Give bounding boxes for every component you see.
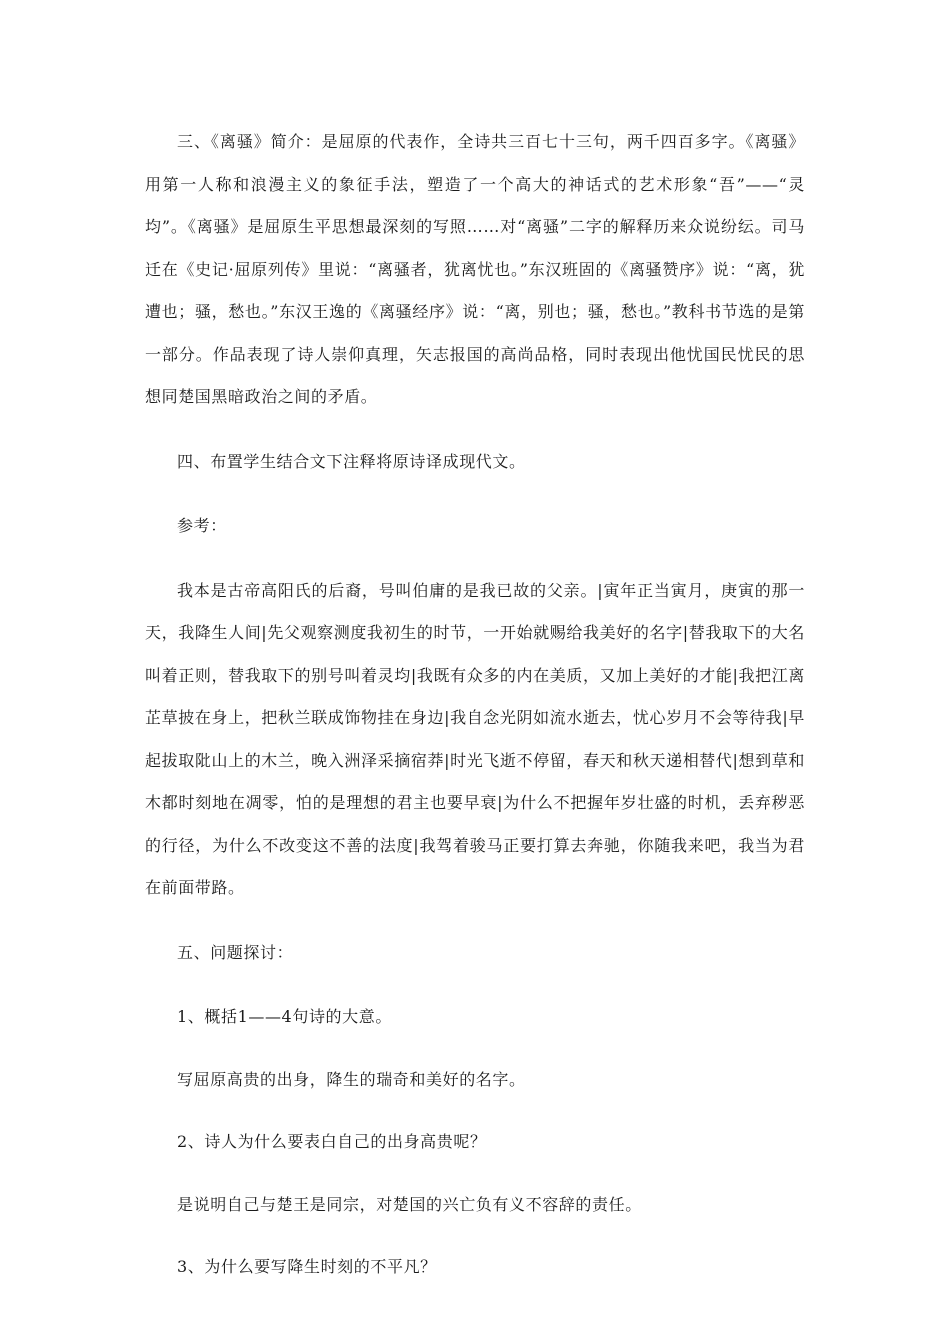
answer-one: 写屈原高贵的出身，降生的瑞奇和美好的名字。 — [177, 1069, 526, 1089]
section-five-heading: 五、问题探讨： — [177, 942, 294, 962]
section-three-intro: 三、《离骚》简介：是屈原的代表作，全诗共三百七十三句，两千四百多字。《离骚》用第一人称和浪漫主义的象征手法，塑造了一个高大的神话式的艺术形象“吾”——“灵均”。《离骚》是屈原生平思想最深刻的写照……对“离骚”二字的解释历来众说纷纭。司马迁在《史记·屈原列传》里说：“离骚者，犹离忧也。”东汉班固的《离骚赞序》说：“离，犹遭也；骚，愁也。”东汉王逸的《离骚经序》说：“离，别也；骚，愁也。”教科书节选的是第一部分。作品表现了诗人崇仰真理，矢志报国的高尚品格，同时表现出他忧国民忧民的思想同楚国黑暗政治之间的矛盾。 — [145, 132, 805, 406]
translation-paragraph: 我本是古帝高阳氏的后裔，号叫伯庸的是我已故的父亲。|寅年正当寅月，庚寅的那一天，我降生人间|先父观察测度我初生的时节，一开始就赐给我美好的名字|替我取下的大名叫着正则，替我取下的别号叫着灵均|我既有众多的内在美质，又加上美好的才能|我把江离芷草披在身上，把秋兰联成饰物挂在身边|我自念光阴如流水逝去，忧心岁月不会等待我|早起拔取阰山上的木兰，晚入洲泽采摘宿莽|时光飞逝不停留，春天和秋天递相替代|想到草和木都时刻地在凋零，怕的是理想的君主也要早衰|为什么不把握年岁壮盛的时机，丢弃秽恶的行径，为什么不改变这不善的法度|我驾着骏马正要打算去奔驰，你随我来吧，我当为君在前面带路。 — [145, 580, 805, 897]
section-four-heading: 四、布置学生结合文下注释将原诗译成现代文。 — [177, 451, 526, 471]
reference-label: 参考： — [177, 516, 227, 535]
answer-two: 是说明自己与楚王是同宗，对楚国的兴亡负有义不容辞的责任。 — [177, 1194, 642, 1214]
question-one: 1、概括1——4句诗的大意。 — [177, 1007, 392, 1026]
document-body — [145, 121, 805, 1289]
question-three: 3、为什么要写降生时刻的不平凡？ — [177, 1257, 437, 1276]
question-two: 2、诗人为什么要表白自己的出身高贵呢？ — [177, 1132, 487, 1151]
